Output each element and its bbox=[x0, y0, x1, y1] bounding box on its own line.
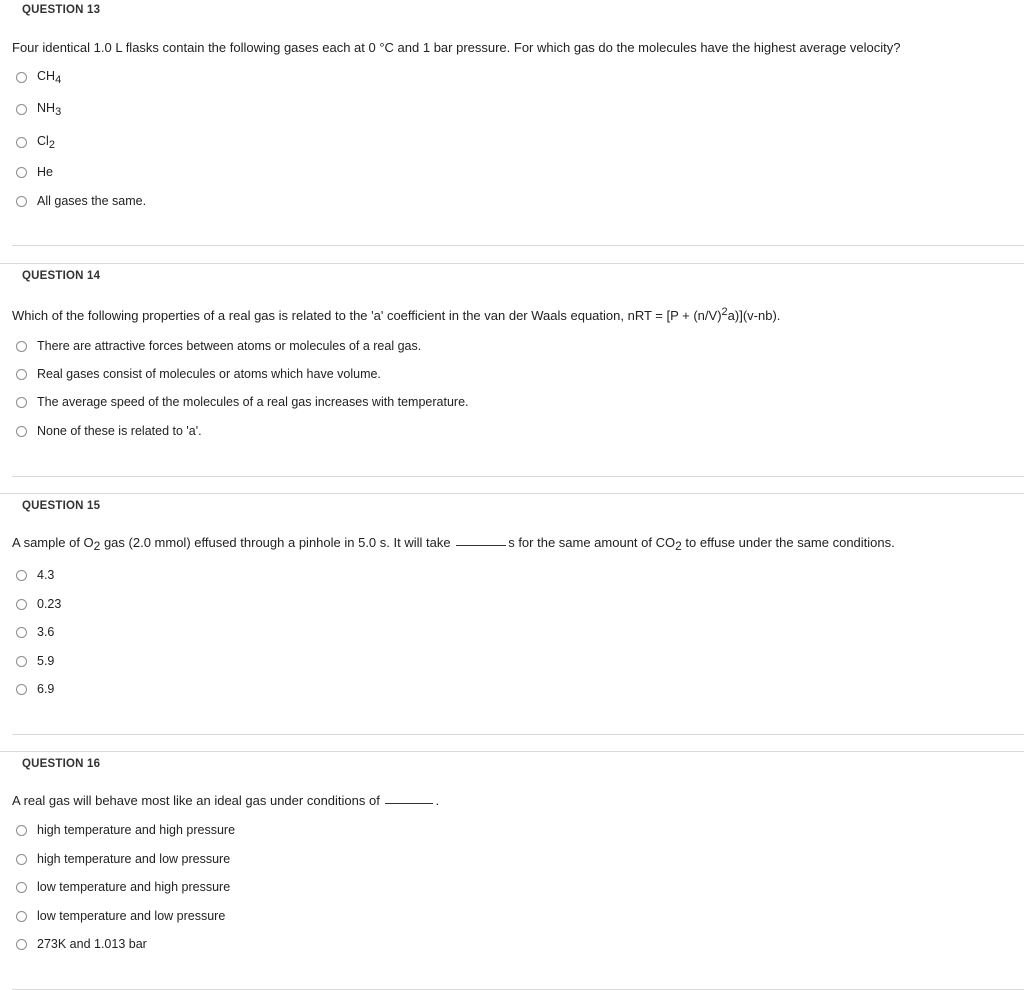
option-label: 273K and 1.013 bar bbox=[37, 937, 147, 951]
question-15-header: QUESTION 15 bbox=[22, 500, 101, 512]
radio-button[interactable] bbox=[16, 341, 27, 352]
q15-option-4[interactable] bbox=[16, 653, 54, 669]
radio-button[interactable] bbox=[16, 137, 27, 148]
question-13-text: Four identical 1.0 L flasks contain the following gases each at 0 °C and 1 bar pressure. For which gas do the molecules have the highest average velocity? bbox=[12, 40, 901, 55]
q14-option-volume[interactable] bbox=[16, 366, 381, 382]
q15-option-3[interactable] bbox=[16, 624, 54, 640]
option-label: 0.23 bbox=[37, 597, 62, 611]
option-label: $Cl_2$ bbox=[37, 133, 55, 151]
option-label: He bbox=[37, 165, 53, 179]
radio-button[interactable] bbox=[16, 397, 27, 408]
radio-button[interactable] bbox=[16, 854, 27, 865]
option-label: 6.9 bbox=[37, 682, 55, 696]
q15-option-1[interactable] bbox=[16, 567, 54, 583]
q14-option-attractive-forces[interactable] bbox=[16, 338, 421, 354]
divider bbox=[12, 245, 1024, 246]
question-14-header: QUESTION 14 bbox=[22, 270, 101, 282]
radio-button[interactable] bbox=[16, 882, 27, 893]
radio-button[interactable] bbox=[16, 426, 27, 437]
option-label: low temperature and high pressure bbox=[37, 880, 231, 894]
divider bbox=[0, 263, 1024, 264]
q16-option-high-temp-low-pressure[interactable] bbox=[16, 851, 230, 867]
divider bbox=[12, 476, 1024, 477]
option-label: All gases the same. bbox=[37, 194, 147, 208]
q13-option-he[interactable] bbox=[16, 164, 53, 180]
divider bbox=[0, 493, 1024, 494]
radio-button[interactable] bbox=[16, 104, 27, 115]
radio-button[interactable] bbox=[16, 72, 27, 83]
q15-option-2[interactable] bbox=[16, 596, 61, 612]
option-label: There are attractive forces between atoms or molecules of a real gas. bbox=[37, 339, 422, 353]
question-13-header: QUESTION 13 bbox=[22, 4, 101, 16]
radio-button[interactable] bbox=[16, 684, 27, 695]
q14-option-speed[interactable] bbox=[16, 394, 469, 410]
question-14-text: Which of the following properties of a real gas is related to the 'a' coefficient in the van der Waals equation, nRT = $[P + (n/V)^2a)](v-nb)$. bbox=[12, 306, 781, 323]
option-label: Real gases consist of molecules or atoms which have volume. bbox=[37, 367, 381, 381]
option-label: 3.6 bbox=[37, 625, 55, 639]
option-label: None of these is related to 'a'. bbox=[37, 424, 202, 438]
question-15-text: A sample of $O_2$ gas (2.0 mmol) effused through a pinhole in 5.0 s. It will take s for the same amount of $CO_2$ to effuse under the same conditions. bbox=[12, 535, 895, 553]
option-label: high temperature and low pressure bbox=[37, 852, 231, 866]
radio-button[interactable] bbox=[16, 911, 27, 922]
option-label: $CH_4$ bbox=[37, 68, 62, 86]
q13-option-nh3[interactable] bbox=[16, 101, 61, 117]
option-label: $NH_3$ bbox=[37, 100, 62, 118]
question-16-header: QUESTION 16 bbox=[22, 758, 101, 770]
option-label: low temperature and low pressure bbox=[37, 909, 226, 923]
q16-option-low-temp-low-pressure[interactable] bbox=[16, 908, 225, 924]
radio-button[interactable] bbox=[16, 196, 27, 207]
q13-option-all-same[interactable] bbox=[16, 193, 146, 209]
divider bbox=[0, 751, 1024, 752]
answer-blank bbox=[385, 802, 433, 804]
q13-option-cl2[interactable] bbox=[16, 134, 55, 150]
question-16-text: A real gas will behave most like an ideal gas under conditions of . bbox=[12, 793, 440, 808]
q15-option-5[interactable] bbox=[16, 681, 54, 697]
q14-option-none[interactable] bbox=[16, 423, 202, 439]
radio-button[interactable] bbox=[16, 825, 27, 836]
q16-option-low-temp-high-pressure[interactable] bbox=[16, 879, 230, 895]
radio-button[interactable] bbox=[16, 627, 27, 638]
radio-button[interactable] bbox=[16, 570, 27, 581]
option-label: The average speed of the molecules of a real gas increases with temperature. bbox=[37, 395, 469, 409]
divider bbox=[12, 734, 1024, 735]
option-label: high temperature and high pressure bbox=[37, 823, 236, 837]
radio-button[interactable] bbox=[16, 167, 27, 178]
q16-option-high-temp-high-pressure[interactable] bbox=[16, 822, 235, 838]
q16-option-stp[interactable] bbox=[16, 936, 147, 952]
radio-button[interactable] bbox=[16, 599, 27, 610]
radio-button[interactable] bbox=[16, 656, 27, 667]
radio-button[interactable] bbox=[16, 369, 27, 380]
q13-option-ch4[interactable] bbox=[16, 69, 61, 85]
answer-blank bbox=[456, 544, 506, 546]
option-label: 5.9 bbox=[37, 654, 55, 668]
radio-button[interactable] bbox=[16, 939, 27, 950]
option-label: 4.3 bbox=[37, 568, 55, 582]
